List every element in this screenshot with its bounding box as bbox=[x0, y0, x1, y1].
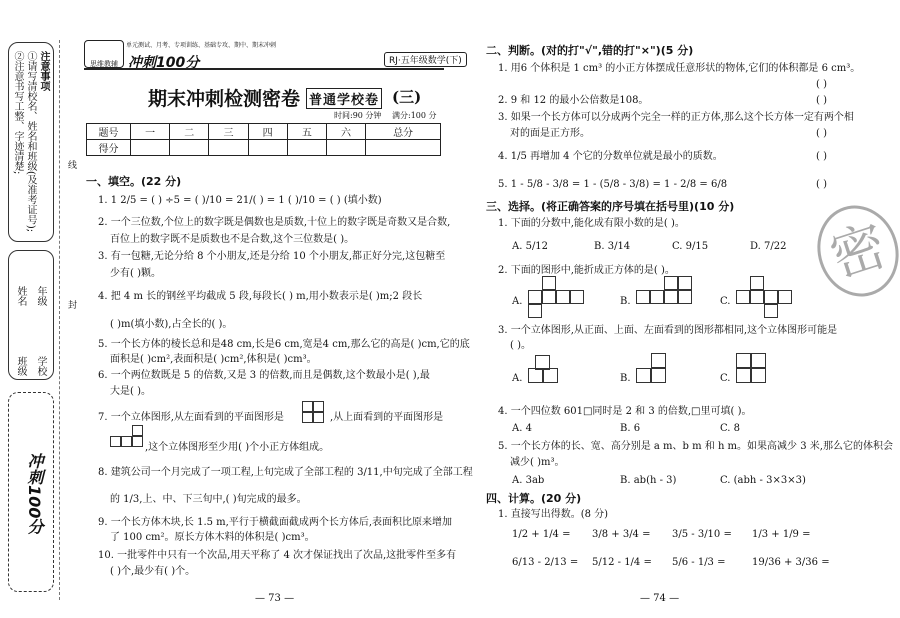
q4-line2: ( )m(填小数),占全长的( )。 bbox=[110, 319, 233, 330]
brand-box bbox=[8, 392, 54, 592]
score-head: 四 bbox=[248, 124, 287, 140]
j3-paren: ( ) bbox=[816, 128, 827, 139]
score-cell[interactable] bbox=[366, 140, 441, 156]
page-number-left: — 73 — bbox=[255, 593, 295, 604]
q9-line2: 了 100 cm²。原长方体木料的体积是( )cm³。 bbox=[110, 532, 315, 543]
c4-option-a: A. 4 bbox=[512, 423, 532, 434]
j4: 4. 1/5 再增加 4 个它的分数单位就是最小的质数。 bbox=[498, 151, 723, 162]
score-cell[interactable] bbox=[170, 140, 209, 156]
j1-paren: ( ) bbox=[816, 79, 827, 90]
q10-line2: ( )个,最少有( )个。 bbox=[110, 566, 196, 577]
paper-title: 期末冲刺检测密卷 bbox=[148, 88, 301, 110]
score-head: 五 bbox=[287, 124, 326, 140]
q2-line1: 2. 一个三位数,个位上的数字既是偶数也是质数,十位上的数字既是奇数又是合数, bbox=[98, 217, 451, 228]
q1: 1. 1 2/5 = ( ) ÷5 = ( )/10 = 21/( ) = 1 ( )/10 = ( ) (填小数) bbox=[98, 195, 382, 206]
calc-item: 1/2 + 1/4 = bbox=[512, 529, 571, 540]
score-cell[interactable] bbox=[209, 140, 248, 156]
calc-item: 5/6 - 1/3 = bbox=[672, 557, 726, 568]
score-cell[interactable] bbox=[326, 140, 365, 156]
field-grade: 年级 bbox=[35, 286, 46, 306]
j3-line1: 3. 如果一个长方体可以分成两个完全一样的正方体,那么这个长方体一定有两个相 bbox=[498, 112, 854, 123]
field-class: 班级 bbox=[15, 356, 26, 376]
q9-line1: 9. 一个长方体木块,长 1.5 m,平行于横截面截成两个长方体后,表面积比原来增加 bbox=[98, 517, 452, 528]
notice-box bbox=[8, 42, 54, 242]
q6-line2: 大是( )。 bbox=[110, 386, 151, 397]
section-4-title: 四、计算。(20 分) bbox=[486, 492, 582, 505]
c5-option-b: B. ab(h - 3) bbox=[620, 475, 677, 486]
page-number-right: — 74 — bbox=[640, 593, 680, 604]
calc-item: 3/8 + 3/4 = bbox=[592, 529, 651, 540]
c1-option-c: C. 9/15 bbox=[672, 241, 709, 252]
q5-line1: 5. 一个长方体的棱长总和是48 cm,长是6 cm,宽是4 cm,那么它的高是( )cm,它的底 bbox=[98, 339, 470, 350]
score-head: 三 bbox=[209, 124, 248, 140]
calc-item: 19/36 + 3/36 = bbox=[752, 557, 830, 568]
c4-option-c: C. 8 bbox=[720, 423, 741, 434]
score-head: 二 bbox=[170, 124, 209, 140]
c1-option-d: D. 7/22 bbox=[750, 241, 787, 252]
j4-paren: ( ) bbox=[816, 151, 827, 162]
c2-option-b: B. bbox=[620, 296, 631, 307]
q7-line2: ,这个立体图形至少用( )个小正方体组成。 bbox=[145, 442, 330, 453]
q5-line2: 面积是( )cm²,表面积是( )cm²,体积是( )cm³。 bbox=[110, 354, 317, 365]
notice-1: ①请写清校名、姓名和班级(及准考证号); bbox=[25, 51, 36, 233]
c5-line2: 减少( )m³。 bbox=[510, 457, 565, 468]
q8-line2: 的 1/3,上、中、下三旬中,( )旬完成的最多。 bbox=[110, 494, 307, 505]
j5: 5. 1 - 5/8 - 3/8 = 1 - (5/8 - 3/8) = 1 - 2/8 = 6/8 bbox=[498, 179, 728, 190]
c3-line2: ( )。 bbox=[510, 340, 531, 351]
calc-item: 3/5 - 3/10 = bbox=[672, 529, 732, 540]
calc-item: 5/12 - 1/4 = bbox=[592, 557, 652, 568]
score-cell[interactable] bbox=[287, 140, 326, 156]
q3-line2: 少有( )颗。 bbox=[110, 268, 161, 279]
cut-line bbox=[59, 40, 60, 600]
q7-line1a: 7. 一个立体图形,从左面看到的平面图形是 bbox=[98, 412, 284, 423]
c2: 2. 下面的图形中,能折成正方体的是( )。 bbox=[498, 265, 675, 276]
cut-line-label: 线 bbox=[66, 160, 76, 169]
section-2-title: 二、判断。(对的打"√",错的打"×")(5 分) bbox=[486, 44, 694, 57]
c4: 4. 一个四位数 601□同时是 2 和 3 的倍数,□里可填( )。 bbox=[498, 406, 752, 417]
j5-paren: ( ) bbox=[816, 179, 827, 190]
q4-line1: 4. 把 4 m 长的钢丝平均截成 5 段,每段长( ) m,用小数表示是( )m;2 段长 bbox=[98, 291, 423, 302]
q3-line1: 3. 有一包糖,无论分给 8 个小朋友,还是分给 10 个小朋友,都正好分完,这包糖至 bbox=[98, 251, 446, 262]
c2-option-a: A. bbox=[512, 296, 523, 307]
full-score: 满分:100 分 bbox=[392, 111, 437, 120]
c1: 1. 下面的分数中,能化成有限小数的是( )。 bbox=[498, 218, 685, 229]
q7-line1b: ,从上面看到的平面图形是 bbox=[330, 412, 444, 423]
brand-logo: 思维教辅 bbox=[84, 40, 124, 68]
score-head: 一 bbox=[131, 124, 170, 140]
c5-line1: 5. 一个长方体的长、宽、高分别是 a m、b m 和 h m。如果高减少 3 米,那么它的体积会 bbox=[498, 441, 893, 452]
header-rule bbox=[84, 68, 444, 70]
confidential-seal: 密 bbox=[806, 195, 900, 307]
j3-line2: 对的面是正方形。 bbox=[510, 128, 590, 139]
time-limit: 时间:90 分钟 bbox=[334, 111, 382, 120]
j1: 1. 用6 个体积是 1 cm³ 的小正方体摆成任意形状的物体,它们的体积都是 6 cm³。 bbox=[498, 63, 861, 74]
section-3-title: 三、选择。(将正确答案的序号填在括号里)(10 分) bbox=[486, 200, 735, 213]
j2: 2. 9 和 12 的最小公倍数是108。 bbox=[498, 95, 649, 106]
notice-2: ②注意书写工整、字迹清楚; bbox=[12, 51, 23, 175]
c3-option-b: B. bbox=[620, 373, 631, 384]
c1-option-b: B. 3/14 bbox=[594, 241, 631, 252]
score-head: 总分 bbox=[366, 124, 441, 140]
paper-suffix: (三) bbox=[392, 88, 422, 106]
student-info-box bbox=[8, 250, 54, 380]
q10-line1: 10. 一批零件中只有一个次品,用天平称了 4 次才保证找出了次品,这批零件至多有 bbox=[98, 550, 457, 561]
c5-option-c: C. (abh - 3×3×3) bbox=[720, 475, 806, 486]
section-1-title: 一、填空。(22 分) bbox=[86, 175, 182, 188]
score-label: 得分 bbox=[87, 140, 131, 156]
score-table bbox=[86, 123, 441, 156]
paper-badge: 普通学校卷 bbox=[306, 88, 382, 109]
grade-tag: RJ·五年级数学(下) bbox=[384, 52, 467, 67]
score-cell[interactable] bbox=[131, 140, 170, 156]
calc-item: 6/13 - 2/13 = bbox=[512, 557, 579, 568]
c2-option-c: C. bbox=[720, 296, 731, 307]
c3-option-c: C. bbox=[720, 373, 731, 384]
notice-label: 注意事项 bbox=[38, 51, 49, 91]
c3-line1: 3. 一个立体图形,从正面、上面、左面看到的图形都相同,这个立体图形可能是 bbox=[498, 325, 838, 336]
calc-item: 1/3 + 1/9 = bbox=[752, 529, 811, 540]
j2-paren: ( ) bbox=[816, 95, 827, 106]
k1: 1. 直接写出得数。(8 分) bbox=[498, 509, 609, 520]
c1-option-a: A. 5/12 bbox=[512, 241, 549, 252]
c3-option-a: A. bbox=[512, 373, 523, 384]
field-name: 姓名 bbox=[15, 286, 26, 306]
q2-line2: 百位上的数字既不是质数也不是合数,这个三位数是( )。 bbox=[110, 234, 355, 245]
sidebar-brand: 冲刺100分 bbox=[25, 453, 44, 535]
field-school: 学校 bbox=[35, 356, 46, 376]
topline-text: 单元测试、月考、专项训练、基础专攻、期中、期末冲刺 bbox=[126, 42, 277, 49]
c5-option-a: A. 3ab bbox=[512, 475, 545, 486]
score-cell[interactable] bbox=[248, 140, 287, 156]
q6-line1: 6. 一个两位数既是 5 的倍数,又是 3 的倍数,而且是偶数,这个数最小是( ),最 bbox=[98, 370, 430, 381]
cut-seal-label: 封 bbox=[66, 300, 76, 309]
series-title: 冲刺100分 bbox=[128, 55, 200, 71]
c4-option-b: B. 6 bbox=[620, 423, 641, 434]
q8-line1: 8. 建筑公司一个月完成了一项工程,上旬完成了全部工程的 3/11,中旬完成了全部工程 bbox=[98, 467, 473, 478]
score-head: 题号 bbox=[87, 124, 131, 140]
score-head: 六 bbox=[326, 124, 365, 140]
